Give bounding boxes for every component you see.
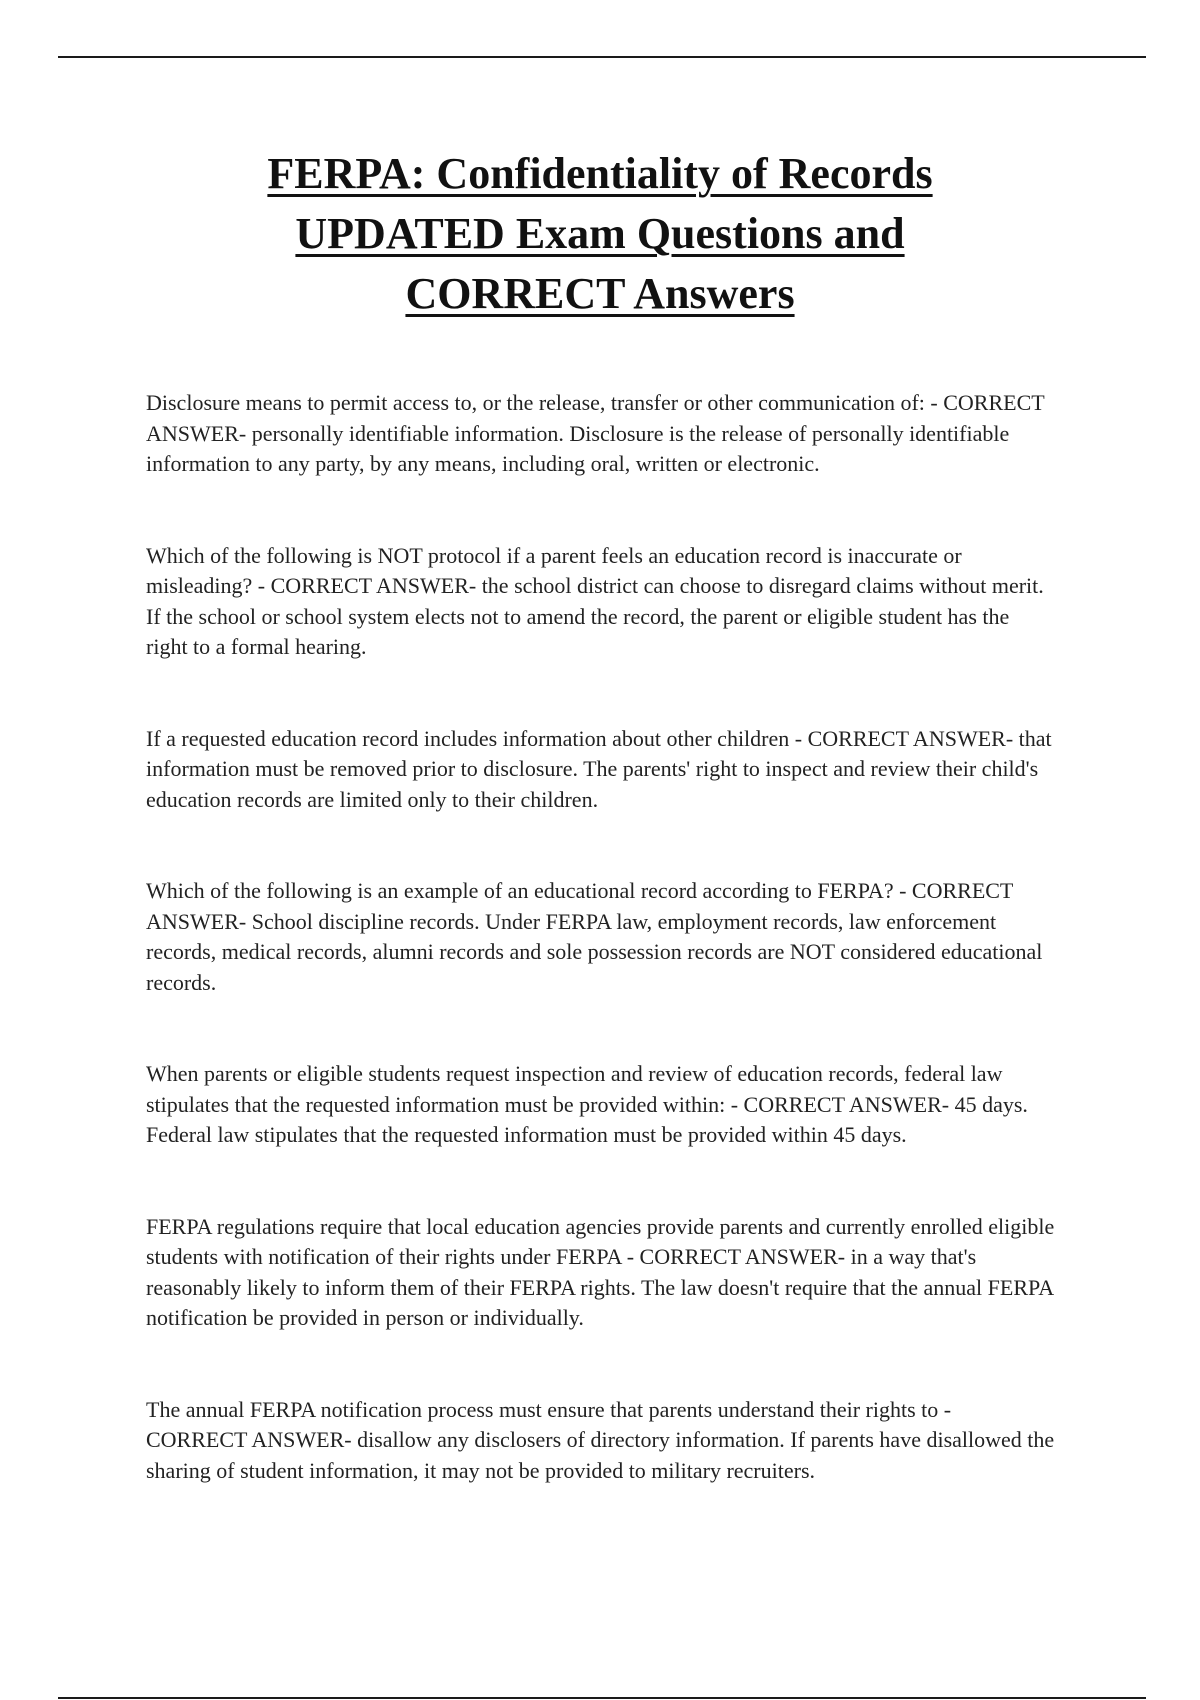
top-divider xyxy=(58,56,1146,58)
title-line-2: UPDATED Exam Questions and xyxy=(295,209,905,258)
document-title xyxy=(100,144,1100,324)
bottom-divider xyxy=(58,1697,1146,1699)
qa-list xyxy=(146,388,1056,1547)
qa-item-educational-record: Which of the following is an example of an educational record according to FERPA? - CORRECT ANSWER- School discipline records. Under FERPA law, employment records, law enforcement records, medical records, alumni records and sole possession records are NOT considered educational records. xyxy=(146,878,1043,995)
qa-item-annual-notification: The annual FERPA notification process must ensure that parents understand their rights to - CORRECT ANSWER- disallow any disclosers of directory information. If parents have disallowed the sharing of student information, it may not be provided to military recruiters. xyxy=(146,1396,1055,1483)
qa-item-inspection-timeline: When parents or eligible students request inspection and review of education records, federal law stipulates that the requested information must be provided within: - CORRECT ANSWER- 45 days. Federal law stipulates that the requested information must be provided within 45 days. xyxy=(146,1061,1028,1147)
qa-item-other-children: If a requested education record includes information about other children - CORRECT ANSWER- that information must be removed prior to disclosure. The parents' right to inspect and review their child's education records are limited only to their children. xyxy=(146,725,1052,812)
qa-item-inaccurate-record: Which of the following is NOT protocol if a parent feels an education record is inaccurate or misleading? - CORRECT ANSWER- the school district can choose to disregard claims without merit. If the school or school system elects not to amend the record, the parent or eligible student has the right to a formal hearing. xyxy=(146,542,1044,659)
qa-item-notification: FERPA regulations require that local education agencies provide parents and currently enrolled eligible students with notification of their rights under FERPA - CORRECT ANSWER- in a way that's reasonably likely to inform them of their FERPA rights. The law doesn't require that the annual FERPA notification be provided in person or individually. xyxy=(146,1213,1055,1330)
qa-item-disclosure: Disclosure means to permit access to, or the release, transfer or other communication of: - CORRECT ANSWER- personally identifiable information. Disclosure is the release of personally identifiable information to any party, by any means, including oral, written or electronic. xyxy=(146,390,1045,476)
title-line-3: CORRECT Answers xyxy=(405,269,795,318)
title-line-1: FERPA: Confidentiality of Records xyxy=(267,149,933,198)
